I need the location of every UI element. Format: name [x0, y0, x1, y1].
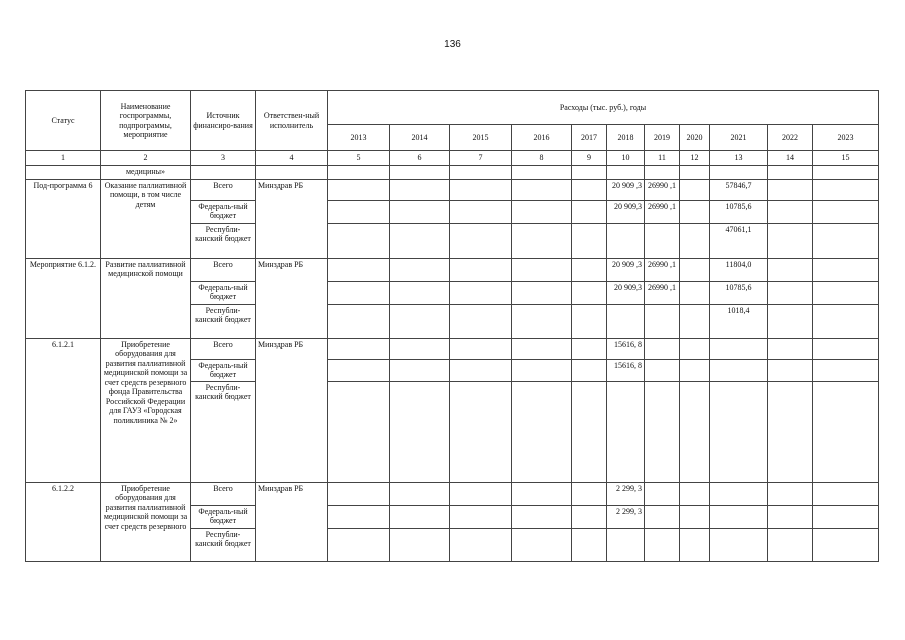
empty-cell: [450, 305, 512, 339]
value-2022: [768, 528, 813, 561]
header-status: Статус: [26, 91, 101, 151]
value-2020: [680, 505, 710, 528]
empty-cell: [572, 224, 607, 259]
table-body: [26, 91, 879, 562]
empty-cell: [572, 482, 607, 505]
empty-cell: [512, 201, 572, 224]
table-row: [26, 339, 879, 360]
value-2018: [607, 381, 645, 482]
row-name: Развитие паллиативной медицинской помощи: [101, 259, 191, 339]
row-source: Всего: [191, 339, 256, 360]
value-2022: [768, 201, 813, 224]
empty-cell: [572, 360, 607, 382]
value-2019: 26990 ,1: [645, 282, 680, 305]
empty-cell: [512, 528, 572, 561]
header-source: Источник финансиро-вания: [191, 91, 256, 151]
row-executor: Минздрав РБ: [256, 180, 328, 259]
row-name: Оказание паллиативной помощи, в том числе детям: [101, 180, 191, 259]
value-2020: [680, 381, 710, 482]
value-2019: 26990 ,1: [645, 259, 680, 282]
value-2019: [645, 224, 680, 259]
row-name: Приобретение оборудования для развития паллиативной медицинской помощи за счет средств резервного: [101, 482, 191, 561]
column-number-15: 15: [813, 151, 879, 166]
empty-cell: [572, 505, 607, 528]
value-2022: [768, 339, 813, 360]
row-executor: Минздрав РБ: [256, 482, 328, 561]
value-2018: [607, 224, 645, 259]
page-number: 136: [444, 39, 461, 50]
empty-cell: [572, 259, 607, 282]
value-2021: [710, 339, 768, 360]
row-name: Приобретение оборудования для развития паллиативной медицинской помощи за счет средств резервного фонда Правительства Российской Федерации для ГАУЗ «Городская поликлиника № 2»: [101, 339, 191, 483]
empty-cell: [328, 381, 390, 482]
row-executor: Минздрав РБ: [256, 259, 328, 339]
empty-cell: [328, 259, 390, 282]
value-2023: [813, 282, 879, 305]
value-2020: [680, 339, 710, 360]
row-source: Федераль-ный бюджет: [191, 360, 256, 382]
value-2021: [710, 528, 768, 561]
value-2023: [813, 180, 879, 201]
year-header-2016: 2016: [512, 125, 572, 151]
empty-cell: [390, 224, 450, 259]
table-row: [26, 259, 879, 282]
value-2023: [813, 505, 879, 528]
continuation-status-cell: [26, 166, 101, 180]
year-header-2021: 2021: [710, 125, 768, 151]
value-2018: 20 909,3: [607, 282, 645, 305]
empty-cell: [390, 305, 450, 339]
value-2023: [813, 381, 879, 482]
value-2021: 10785,6: [710, 282, 768, 305]
value-2021: [710, 482, 768, 505]
value-2023: [813, 305, 879, 339]
value-2021: 47061,1: [710, 224, 768, 259]
empty-cell: [450, 339, 512, 360]
row-source: Федераль-ный бюджет: [191, 282, 256, 305]
continuation-row: [26, 166, 879, 180]
empty-cell: [512, 482, 572, 505]
value-2018: 15616, 8: [607, 339, 645, 360]
empty-cell: [328, 505, 390, 528]
year-header-2022: 2022: [768, 125, 813, 151]
column-number-5: 5: [328, 151, 390, 166]
empty-cell: [512, 360, 572, 382]
row-source: Всего: [191, 180, 256, 201]
year-header-2014: 2014: [390, 125, 450, 151]
value-2022: [768, 259, 813, 282]
column-number-7: 7: [450, 151, 512, 166]
row-status: Мероприятие 6.1.2.: [26, 259, 101, 339]
value-2022: [768, 381, 813, 482]
empty-cell: [572, 201, 607, 224]
empty-cell: [572, 381, 607, 482]
value-2019: 26990 ,1: [645, 180, 680, 201]
column-number-row: [26, 151, 879, 166]
row-executor: Минздрав РБ: [256, 339, 328, 483]
column-number-14: 14: [768, 151, 813, 166]
empty-cell: [328, 305, 390, 339]
value-2020: [680, 482, 710, 505]
column-number-3: 3: [191, 151, 256, 166]
value-2018: [607, 528, 645, 561]
empty-cell: [450, 505, 512, 528]
value-2021: 1018,4: [710, 305, 768, 339]
row-source: Федераль-ный бюджет: [191, 505, 256, 528]
value-2022: [768, 305, 813, 339]
row-status: 6.1.2.2: [26, 482, 101, 561]
empty-cell: [390, 528, 450, 561]
value-2020: [680, 528, 710, 561]
column-number-2: 2: [101, 151, 191, 166]
empty-cell: [390, 282, 450, 305]
value-2021: [710, 360, 768, 382]
value-2019: [645, 360, 680, 382]
value-2023: [813, 360, 879, 382]
empty-cell: [572, 305, 607, 339]
header-name: Наименование госпрограммы, подпрограммы, мероприятие: [101, 91, 191, 151]
value-2021: 10785,6: [710, 201, 768, 224]
value-2018: 20 909,3: [607, 201, 645, 224]
header-expenses: Расходы (тыс. руб.), годы: [328, 91, 879, 125]
value-2023: [813, 339, 879, 360]
empty-cell: [572, 180, 607, 201]
empty-cell: [512, 180, 572, 201]
empty-cell: [328, 482, 390, 505]
row-source: Республи-канский бюджет: [191, 224, 256, 259]
empty-cell: [390, 360, 450, 382]
value-2020: [680, 224, 710, 259]
empty-cell: [328, 528, 390, 561]
year-header-2017: 2017: [572, 125, 607, 151]
value-2019: [645, 305, 680, 339]
row-source: Всего: [191, 482, 256, 505]
year-header-2019: 2019: [645, 125, 680, 151]
value-2018: 15616, 8: [607, 360, 645, 382]
value-2022: [768, 360, 813, 382]
value-2019: [645, 482, 680, 505]
value-2020: [680, 360, 710, 382]
value-2023: [813, 482, 879, 505]
row-source: Федераль-ный бюджет: [191, 201, 256, 224]
row-source: Республи-канский бюджет: [191, 381, 256, 482]
value-2018: [607, 305, 645, 339]
value-2023: [813, 259, 879, 282]
empty-cell: [450, 180, 512, 201]
row-source: Всего: [191, 259, 256, 282]
empty-cell: [390, 482, 450, 505]
value-2021: 57846,7: [710, 180, 768, 201]
empty-cell: [512, 381, 572, 482]
empty-cell: [450, 282, 512, 305]
row-source: Республи-канский бюджет: [191, 305, 256, 339]
empty-cell: [572, 528, 607, 561]
empty-cell: [450, 381, 512, 482]
year-header-2015: 2015: [450, 125, 512, 151]
empty-cell: [572, 282, 607, 305]
column-number-10: 10: [607, 151, 645, 166]
empty-cell: [450, 201, 512, 224]
value-2022: [768, 282, 813, 305]
empty-cell: [512, 305, 572, 339]
value-2021: [710, 381, 768, 482]
header-executor: Ответствен-ный исполнитель: [256, 91, 328, 151]
column-number-13: 13: [710, 151, 768, 166]
empty-cell: [328, 339, 390, 360]
empty-cell: [572, 339, 607, 360]
year-header-2013: 2013: [328, 125, 390, 151]
empty-cell: [450, 259, 512, 282]
value-2021: 11804,0: [710, 259, 768, 282]
empty-cell: [450, 528, 512, 561]
empty-cell: [328, 360, 390, 382]
value-2022: [768, 505, 813, 528]
value-2020: [680, 305, 710, 339]
value-2022: [768, 482, 813, 505]
empty-cell: [390, 259, 450, 282]
continuation-text: медицины»: [101, 166, 191, 180]
year-header-2023: 2023: [813, 125, 879, 151]
value-2021: [710, 505, 768, 528]
empty-cell: [328, 224, 390, 259]
column-number-6: 6: [390, 151, 450, 166]
empty-cell: [450, 482, 512, 505]
empty-cell: [328, 201, 390, 224]
column-number-1: 1: [26, 151, 101, 166]
empty-cell: [390, 381, 450, 482]
empty-cell: [450, 360, 512, 382]
budget-table: [25, 90, 879, 562]
value-2020: [680, 259, 710, 282]
empty-cell: [390, 339, 450, 360]
empty-cell: [390, 505, 450, 528]
empty-cell: [512, 282, 572, 305]
empty-cell: [328, 180, 390, 201]
empty-cell: [512, 339, 572, 360]
year-header-2020: 2020: [680, 125, 710, 151]
empty-cell: [328, 282, 390, 305]
value-2018: 20 909 ,3: [607, 180, 645, 201]
value-2020: [680, 201, 710, 224]
value-2020: [680, 180, 710, 201]
year-header-2018: 2018: [607, 125, 645, 151]
value-2023: [813, 528, 879, 561]
empty-cell: [512, 505, 572, 528]
column-number-11: 11: [645, 151, 680, 166]
row-source: Республи-канский бюджет: [191, 528, 256, 561]
empty-cell: [450, 224, 512, 259]
table-row: [26, 482, 879, 505]
row-status: Под-программа 6: [26, 180, 101, 259]
value-2023: [813, 201, 879, 224]
value-2019: 26990 ,1: [645, 201, 680, 224]
column-number-8: 8: [512, 151, 572, 166]
empty-cell: [512, 224, 572, 259]
value-2022: [768, 180, 813, 201]
empty-cell: [390, 180, 450, 201]
value-2018: 2 299, 3: [607, 505, 645, 528]
table-row: [26, 180, 879, 201]
column-number-4: 4: [256, 151, 328, 166]
row-status: 6.1.2.1: [26, 339, 101, 483]
value-2019: [645, 528, 680, 561]
empty-cell: [512, 259, 572, 282]
value-2019: [645, 339, 680, 360]
value-2022: [768, 224, 813, 259]
header-row: [26, 91, 879, 125]
value-2020: [680, 282, 710, 305]
value-2019: [645, 381, 680, 482]
column-number-9: 9: [572, 151, 607, 166]
value-2018: 2 299, 3: [607, 482, 645, 505]
value-2019: [645, 505, 680, 528]
value-2018: 20 909 ,3: [607, 259, 645, 282]
value-2023: [813, 224, 879, 259]
column-number-12: 12: [680, 151, 710, 166]
empty-cell: [390, 201, 450, 224]
